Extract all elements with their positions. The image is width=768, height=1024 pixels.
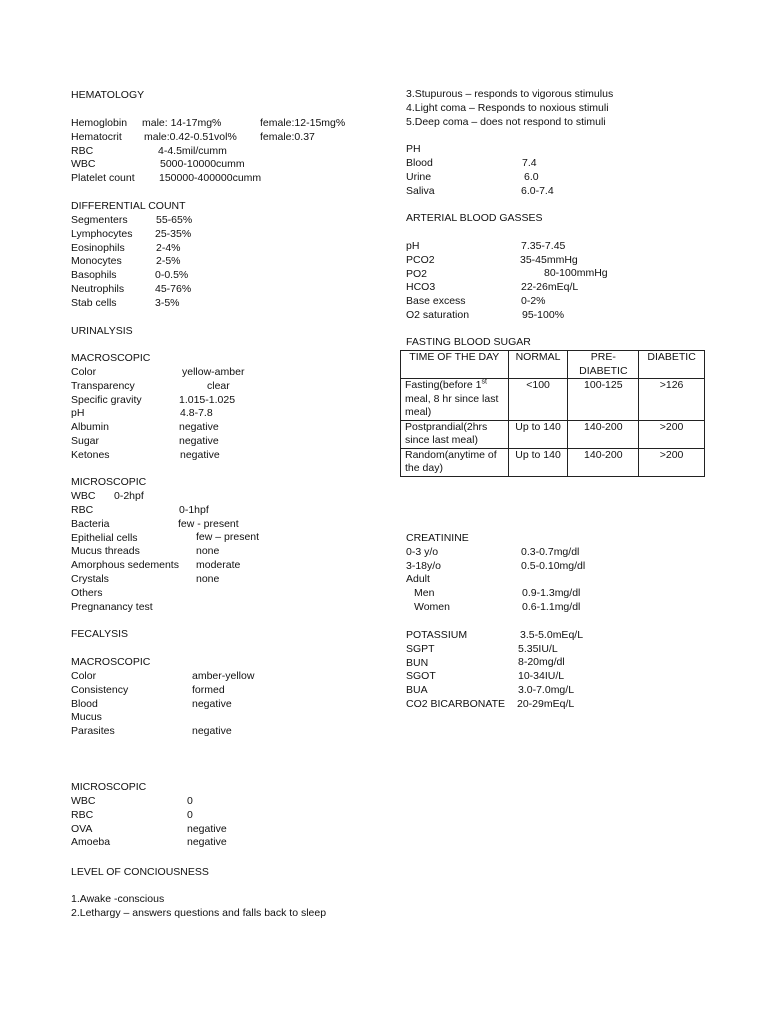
wbc-value: 5000-10000cumm xyxy=(160,158,245,170)
list-value: negative xyxy=(187,822,227,835)
list-value: 5.35IU/L xyxy=(518,643,558,655)
list-value: 20-29mEq/L xyxy=(517,698,575,710)
list-item: Amoeba xyxy=(71,836,111,849)
table-header: NORMAL xyxy=(508,351,568,379)
rbc-value: 4-4.5mil/cumm xyxy=(158,145,227,157)
list-value: 3.5-5.0mEq/L xyxy=(520,629,584,641)
list-item: Color xyxy=(71,670,97,682)
header-pre-line2: DIABETIC xyxy=(579,364,628,377)
list-value: 22-26mEq/L xyxy=(521,281,579,293)
list-value: 6.0-7.4 xyxy=(521,185,554,197)
list-value: 0-2% xyxy=(521,295,546,307)
list-item: pH xyxy=(71,407,85,420)
list-item: Parasites xyxy=(71,725,115,738)
table-row xyxy=(401,379,705,421)
list-item: SGPT xyxy=(406,642,435,655)
list-value: 35-45mmHg xyxy=(520,254,578,266)
list-value: 0-0.5% xyxy=(155,269,189,282)
differential-labels xyxy=(71,214,132,311)
table-cell: <100 xyxy=(508,379,568,421)
list-value: 0.9-1.3mg/dl xyxy=(522,587,581,599)
list-item: 2.Lethargy – answers questions and falls back to sleep xyxy=(71,907,327,919)
list-item: pH xyxy=(406,240,420,252)
table-header: TIME OF THE DAY xyxy=(401,351,509,379)
hematocrit-female: female:0.37 xyxy=(260,131,315,143)
list-value: 10-34IU/L xyxy=(518,670,565,682)
table-cell: 140-200 xyxy=(568,448,639,476)
list-item: Urine xyxy=(406,170,432,183)
wbc-label: WBC xyxy=(71,158,96,170)
list-item: 3-18y/o xyxy=(406,560,442,572)
hematocrit-label: Hematocrit xyxy=(71,131,122,143)
list-item: 4.Light coma – Responds to noxious stimuli xyxy=(406,102,609,114)
cell-sup: st xyxy=(481,378,487,386)
table-header: DIABETIC xyxy=(639,351,705,379)
chemistry-labels xyxy=(406,629,505,712)
list-value: 3-5% xyxy=(155,296,180,309)
list-value: amber-yellow xyxy=(192,670,255,682)
list-value: 95-100% xyxy=(522,309,565,321)
urinalysis-micro-labels xyxy=(71,504,179,614)
list-item: O2 saturation xyxy=(406,308,470,321)
list-item: Mucus xyxy=(71,711,102,724)
table-cell: Random(anytime of the day) xyxy=(401,448,509,476)
hemoglobin-label: Hemoglobin xyxy=(71,117,128,129)
table-cell: 140-200 xyxy=(568,420,639,448)
table-row xyxy=(401,448,705,476)
table-cell: Postprandial(2hrs since last meal) xyxy=(401,420,509,448)
list-item: Adult xyxy=(406,573,430,585)
list-value: 0 xyxy=(187,808,193,821)
list-item: Sugar xyxy=(71,434,100,447)
list-item: Mucus threads xyxy=(71,545,140,558)
hemoglobin-female: female:12-15mg% xyxy=(260,117,346,129)
list-item: Transparency xyxy=(71,379,135,392)
list-value: few – present xyxy=(196,531,260,543)
abg-labels xyxy=(406,240,469,323)
urinalysis-macro-labels xyxy=(71,366,142,463)
list-value: 2-4% xyxy=(156,241,181,254)
list-item: CO2 BICARBONATE xyxy=(406,697,505,710)
urinalysis-macro-title: MACROSCOPIC xyxy=(71,352,151,364)
list-item: Epithelial cells xyxy=(71,531,138,544)
list-item: POTASSIUM xyxy=(406,629,468,641)
list-item: Blood xyxy=(406,157,433,169)
list-value: clear xyxy=(207,380,230,392)
list-item: Albumin xyxy=(71,421,109,434)
list-item: Specific gravity xyxy=(71,393,142,406)
fecalysis-micro-title: MICROSCOPIC xyxy=(71,781,147,793)
fecalysis-macro-values xyxy=(192,670,254,739)
list-item: Saliva xyxy=(406,184,435,197)
list-value: 7.35-7.45 xyxy=(521,240,566,252)
list-value: moderate xyxy=(196,559,241,571)
list-value: negative xyxy=(187,836,227,849)
list-item: 3.Stupurous – responds to vigorous stimulus xyxy=(406,88,614,100)
list-item: Monocytes xyxy=(71,255,122,268)
table-cell: >200 xyxy=(639,420,705,448)
list-item: Consistency xyxy=(71,683,129,696)
differential-title: DIFFERENTIAL COUNT xyxy=(71,200,186,212)
list-item: PCO2 xyxy=(406,253,435,266)
differential-values xyxy=(155,214,192,311)
micro-wbc-value: 0-2hpf xyxy=(114,490,144,502)
table-cell: Up to 140 xyxy=(508,448,568,476)
table-header xyxy=(568,351,639,379)
list-value: 7.4 xyxy=(522,157,537,169)
cell-text: Fasting(before 1 xyxy=(405,379,482,391)
platelet-value: 150000-400000cumm xyxy=(159,172,262,184)
fecalysis-macro-labels xyxy=(71,670,128,739)
list-value: negative xyxy=(192,725,232,738)
list-value: 80-100mmHg xyxy=(544,267,608,279)
list-item: RBC xyxy=(71,504,94,516)
list-value: 8-20mg/dl xyxy=(518,656,565,668)
consciousness-title: LEVEL OF CONCIOUSNESS xyxy=(71,866,209,878)
hematocrit-male: male:0.42-0.51vol% xyxy=(144,131,237,143)
list-item: Blood xyxy=(71,697,98,710)
urinalysis-title: URINALYSIS xyxy=(71,325,133,337)
hematology-title: HEMATOLOGY xyxy=(71,89,145,101)
list-item: Bacteria xyxy=(71,517,110,530)
list-item: Base excess xyxy=(406,295,466,308)
cell-text: meal, 8 hr since last meal) xyxy=(405,392,499,418)
list-item: 5.Deep coma – does not respond to stimuli xyxy=(406,116,606,128)
list-item: PO2 xyxy=(406,267,428,280)
table-header-row xyxy=(401,351,705,379)
list-value: yellow-amber xyxy=(182,366,245,378)
list-value: 0.5-0.10mg/dl xyxy=(521,560,586,572)
ph-title: PH xyxy=(406,143,421,155)
list-item: Amorphous sedements xyxy=(71,559,179,572)
list-item: Men xyxy=(414,587,435,599)
list-value: negative xyxy=(180,449,220,461)
list-value: 25-35% xyxy=(155,227,192,240)
list-value: 3.0-7.0mg/L xyxy=(518,684,575,696)
rbc-label: RBC xyxy=(71,145,94,157)
list-item: BUA xyxy=(406,684,428,697)
list-item: BUN xyxy=(406,656,429,669)
fecalysis-micro-labels xyxy=(71,795,110,850)
list-item: SGOT xyxy=(406,670,436,683)
list-item: Eosinophils xyxy=(71,241,125,254)
list-item: RBC xyxy=(71,808,94,821)
list-item: Lymphocytes xyxy=(71,227,133,240)
list-value: few - present xyxy=(178,518,239,530)
list-item: Basophils xyxy=(71,269,117,282)
list-item: Segmenters xyxy=(71,214,128,226)
list-value: 4.8-7.8 xyxy=(180,407,213,419)
micro-wbc-label: WBC xyxy=(71,490,96,502)
table-cell: >126 xyxy=(639,379,705,421)
list-item: HCO3 xyxy=(406,281,436,294)
header-pre-line1: PRE- xyxy=(590,351,616,363)
list-item: 0-3 y/o xyxy=(406,546,439,558)
list-value: 2-5% xyxy=(156,255,181,268)
list-item: OVA xyxy=(71,822,93,835)
list-value: 0.6-1.1mg/dl xyxy=(522,601,581,613)
list-value: negative xyxy=(179,421,219,433)
list-value: 0.3-0.7mg/dl xyxy=(521,546,580,558)
fecalysis-micro-values xyxy=(187,795,227,850)
list-value: 0-1hpf xyxy=(179,504,209,516)
list-item: WBC xyxy=(71,795,96,807)
fbs-table xyxy=(400,350,705,477)
list-item: Ketones xyxy=(71,448,110,461)
table-cell: 100-125 xyxy=(568,379,639,421)
list-item: 1.Awake -conscious xyxy=(71,893,165,905)
list-item: Color xyxy=(71,366,97,378)
list-item: Stab cells xyxy=(71,296,117,309)
list-item: Women xyxy=(414,601,450,613)
list-value: 0 xyxy=(187,795,193,807)
list-item: Crystals xyxy=(71,572,109,585)
list-value: 55-65% xyxy=(156,214,193,226)
list-value: 1.015-1.025 xyxy=(179,394,236,406)
list-value: 6.0 xyxy=(524,171,539,183)
creatinine-title: CREATININE xyxy=(406,532,469,544)
list-value: negative xyxy=(179,435,219,447)
platelet-label: Platelet count xyxy=(71,172,135,184)
list-value: none xyxy=(196,545,220,557)
list-value: none xyxy=(196,573,220,585)
fbs-title: FASTING BLOOD SUGAR xyxy=(406,336,531,348)
table-cell: Up to 140 xyxy=(508,420,568,448)
list-item: Others xyxy=(71,586,103,599)
list-value xyxy=(192,711,254,725)
abg-title: ARTERIAL BLOOD GASSES xyxy=(406,212,543,224)
ph-labels xyxy=(406,157,435,198)
table-cell: >200 xyxy=(639,448,705,476)
hemoglobin-male: male: 14-17mg% xyxy=(142,117,222,129)
fecalysis-macro-title: MACROSCOPIC xyxy=(71,656,151,668)
list-value: 45-76% xyxy=(155,282,192,295)
list-item: Pregnanancy test xyxy=(71,600,153,613)
fecalysis-title: FECALYSIS xyxy=(71,628,128,640)
urinalysis-micro-title: MICROSCOPIC xyxy=(71,476,147,488)
table-cell xyxy=(401,379,509,421)
list-value: formed xyxy=(192,683,225,696)
table-row xyxy=(401,420,705,448)
list-value: negative xyxy=(192,697,232,710)
list-item: Neutrophils xyxy=(71,282,125,295)
